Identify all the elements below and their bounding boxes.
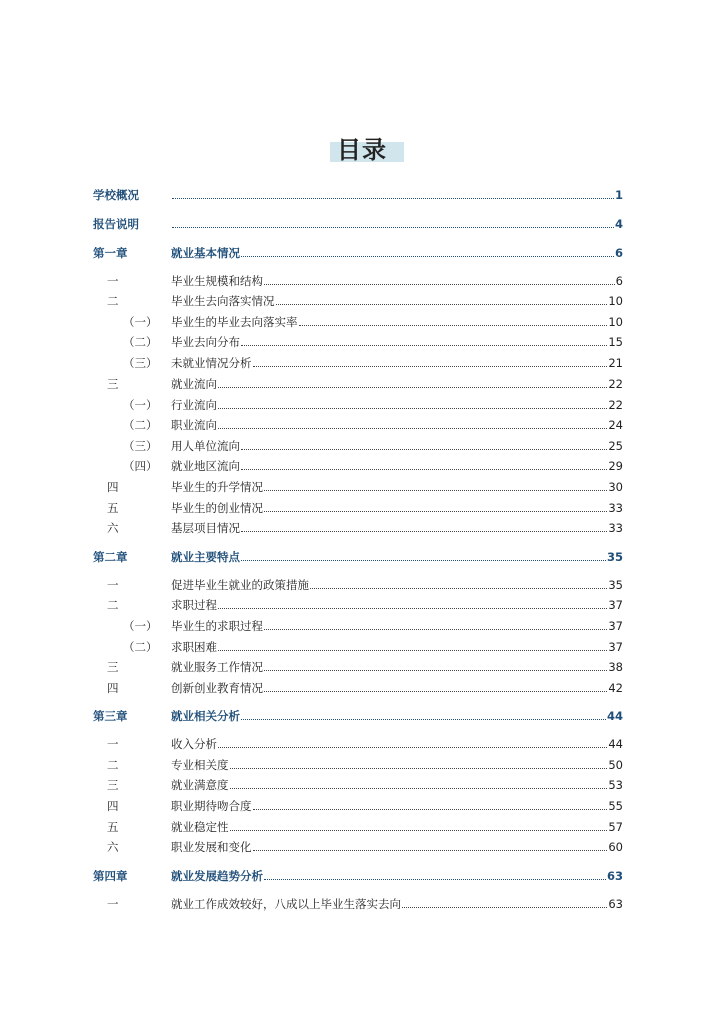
toc-entry-number: 三 bbox=[107, 778, 119, 792]
toc-entry[interactable] bbox=[93, 574, 623, 592]
toc-entry-page: 37 bbox=[608, 640, 623, 654]
toc-entry-number: 报告说明 bbox=[93, 217, 139, 231]
toc-entry-page: 44 bbox=[608, 737, 623, 751]
toc-entry[interactable] bbox=[93, 636, 623, 654]
toc-entry-number: 六 bbox=[107, 840, 119, 854]
toc-entry-page: 4 bbox=[614, 217, 623, 231]
toc-entry-page: 50 bbox=[608, 758, 623, 772]
dot-leader bbox=[241, 719, 606, 720]
toc-entry-label: 毕业生去向落实情况 bbox=[171, 294, 275, 308]
toc-entry-label: 创新创业教育情况 bbox=[171, 681, 263, 695]
toc-entry-page: 37 bbox=[608, 619, 623, 633]
dot-leader bbox=[310, 588, 607, 589]
toc-entry-label: 就业工作成效较好，八成以上毕业生落实去向 bbox=[171, 897, 401, 911]
dot-leader bbox=[241, 345, 607, 346]
toc-entry-label: 就业流向 bbox=[171, 377, 217, 391]
dot-leader bbox=[218, 428, 607, 429]
toc-entry-number: （四） bbox=[123, 459, 158, 473]
toc-entry[interactable] bbox=[93, 184, 623, 202]
dot-leader bbox=[253, 366, 608, 367]
toc-entry-page: 15 bbox=[608, 335, 623, 349]
toc-entry-label: 就业稳定性 bbox=[171, 820, 229, 834]
toc-entry[interactable] bbox=[93, 677, 623, 695]
toc-entry-page: 10 bbox=[608, 315, 623, 329]
toc-entry-number: 一 bbox=[107, 897, 119, 911]
toc-entry[interactable] bbox=[93, 476, 623, 494]
toc-entry[interactable] bbox=[93, 517, 623, 535]
toc-entry-label: 毕业生的求职过程 bbox=[171, 619, 263, 633]
toc-entry[interactable] bbox=[93, 270, 623, 288]
toc-entry-page: 63 bbox=[606, 869, 623, 883]
toc-entry-page: 44 bbox=[606, 709, 623, 723]
toc-entry[interactable] bbox=[93, 373, 623, 391]
dot-leader bbox=[218, 608, 607, 609]
toc-entry-number: 学校概况 bbox=[93, 188, 139, 202]
toc-entry[interactable] bbox=[93, 290, 623, 308]
toc-title-block bbox=[0, 128, 724, 168]
toc-entry-label: 求职过程 bbox=[171, 598, 217, 612]
dot-leader bbox=[264, 670, 607, 671]
toc-entry[interactable] bbox=[93, 311, 623, 329]
toc-entry-label: 求职困难 bbox=[171, 640, 217, 654]
toc-entry[interactable] bbox=[93, 594, 623, 612]
toc-entry-number: 第二章 bbox=[93, 550, 128, 564]
toc-entry-number: 第一章 bbox=[93, 246, 128, 260]
toc-entry-page: 38 bbox=[608, 660, 623, 674]
toc-entry-label: 就业主要特点 bbox=[171, 550, 240, 564]
dot-leader bbox=[241, 256, 614, 257]
toc-entry-page: 22 bbox=[608, 398, 623, 412]
dot-leader bbox=[264, 511, 607, 512]
toc-entry-page: 33 bbox=[608, 521, 623, 535]
toc-entry-label: 行业流向 bbox=[171, 398, 217, 412]
toc-entry-number: 五 bbox=[107, 820, 119, 834]
toc-entry-number: 四 bbox=[107, 799, 119, 813]
toc-entry-page: 55 bbox=[608, 799, 623, 813]
dot-leader bbox=[241, 449, 607, 450]
dot-leader bbox=[230, 830, 608, 831]
dot-leader bbox=[218, 408, 607, 409]
toc-entry[interactable] bbox=[93, 352, 623, 370]
toc-entry[interactable] bbox=[93, 754, 623, 772]
toc-entry[interactable] bbox=[93, 435, 623, 453]
toc-entry-page: 53 bbox=[608, 778, 623, 792]
toc-entry-page: 22 bbox=[608, 377, 623, 391]
toc-entry[interactable] bbox=[93, 331, 623, 349]
toc-entry-number: 第三章 bbox=[93, 709, 128, 723]
toc-entry-page: 10 bbox=[608, 294, 623, 308]
dot-leader bbox=[218, 747, 607, 748]
toc-entry[interactable] bbox=[93, 615, 623, 633]
toc-entry-number: （一） bbox=[123, 398, 158, 412]
toc-entry-label: 毕业生的创业情况 bbox=[171, 501, 263, 515]
toc-entry-number: 一 bbox=[107, 578, 119, 592]
toc-entry[interactable] bbox=[93, 774, 623, 792]
toc-entry-label: 就业发展趋势分析 bbox=[171, 869, 263, 883]
toc-entry[interactable] bbox=[93, 242, 623, 260]
toc-entry-number: 三 bbox=[107, 377, 119, 391]
dot-leader bbox=[172, 198, 614, 199]
toc-entry-page: 1 bbox=[614, 188, 623, 202]
toc-entry-number: （一） bbox=[123, 619, 158, 633]
toc-entry-page: 30 bbox=[608, 480, 623, 494]
toc-entry-page: 63 bbox=[608, 897, 623, 911]
toc-entry-number: 四 bbox=[107, 480, 119, 494]
toc-entry-number: 五 bbox=[107, 501, 119, 515]
toc-entry-label: 职业流向 bbox=[171, 418, 217, 432]
toc-entry-number: （一） bbox=[123, 315, 158, 329]
toc-entry-number: （二） bbox=[123, 335, 158, 349]
toc-entry-label: 就业相关分析 bbox=[171, 709, 240, 723]
toc-entry[interactable] bbox=[93, 497, 623, 515]
dot-leader bbox=[241, 560, 606, 561]
dot-leader bbox=[230, 788, 608, 789]
dot-leader bbox=[253, 850, 608, 851]
toc-entry-label: 就业基本情况 bbox=[171, 246, 240, 260]
toc-entry-label: 基层项目情况 bbox=[171, 521, 240, 535]
dot-leader bbox=[241, 531, 607, 532]
toc-entry[interactable] bbox=[93, 836, 623, 854]
toc-entry-number: 一 bbox=[107, 274, 119, 288]
toc-entry-number: 二 bbox=[107, 598, 119, 612]
toc-entry-number: （二） bbox=[123, 418, 158, 432]
toc-entry-number: （二） bbox=[123, 640, 158, 654]
dot-leader bbox=[276, 304, 608, 305]
toc-entry-page: 60 bbox=[608, 840, 623, 854]
toc-entry[interactable] bbox=[93, 546, 623, 564]
toc-entry[interactable] bbox=[93, 455, 623, 473]
toc-entry-page: 21 bbox=[608, 356, 623, 370]
toc-entry-page: 6 bbox=[615, 274, 623, 288]
toc-entry-page: 57 bbox=[608, 820, 623, 834]
dot-leader bbox=[299, 325, 608, 326]
toc-entry-label: 职业期待吻合度 bbox=[171, 799, 252, 813]
toc-entry-label: 毕业生的毕业去向落实率 bbox=[171, 315, 298, 329]
toc-entry-label: 促进毕业生就业的政策措施 bbox=[171, 578, 309, 592]
toc-entry-page: 29 bbox=[608, 459, 623, 473]
toc-entry-label: 收入分析 bbox=[171, 737, 217, 751]
toc-entry-page: 25 bbox=[608, 439, 623, 453]
toc-entry[interactable] bbox=[93, 733, 623, 751]
toc-entry-label: 职业发展和变化 bbox=[171, 840, 252, 854]
toc-entry-number: 第四章 bbox=[93, 869, 128, 883]
toc-entry-label: 就业地区流向 bbox=[171, 459, 240, 473]
toc-entry[interactable] bbox=[93, 656, 623, 674]
page-title: 目录 bbox=[337, 136, 387, 164]
toc-entry[interactable] bbox=[93, 816, 623, 834]
dot-leader bbox=[172, 227, 614, 228]
dot-leader bbox=[264, 284, 615, 285]
dot-leader bbox=[253, 809, 608, 810]
toc-entry-number: （三） bbox=[123, 439, 158, 453]
toc-entry[interactable] bbox=[93, 795, 623, 813]
toc-entry-number: 六 bbox=[107, 521, 119, 535]
toc-entry-page: 42 bbox=[608, 681, 623, 695]
toc-entry-label: 未就业情况分析 bbox=[171, 356, 252, 370]
toc-entry-label: 就业满意度 bbox=[171, 778, 229, 792]
toc-entry[interactable] bbox=[93, 213, 623, 231]
dot-leader bbox=[230, 768, 608, 769]
toc-entry[interactable] bbox=[93, 394, 623, 412]
toc-entry-number: 二 bbox=[107, 294, 119, 308]
dot-leader bbox=[264, 691, 607, 692]
dot-leader bbox=[241, 469, 607, 470]
toc-entry-label: 毕业生规模和结构 bbox=[171, 274, 263, 288]
dot-leader bbox=[264, 490, 607, 491]
toc-entry[interactable] bbox=[93, 865, 623, 883]
toc-entry-page: 6 bbox=[614, 246, 623, 260]
toc-entry-label: 毕业生的升学情况 bbox=[171, 480, 263, 494]
toc-entry-page: 24 bbox=[608, 418, 623, 432]
toc-entry-label: 毕业去向分布 bbox=[171, 335, 240, 349]
toc-entry-number: 四 bbox=[107, 681, 119, 695]
dot-leader bbox=[264, 629, 607, 630]
toc-entry-page: 33 bbox=[608, 501, 623, 515]
toc-entry-number: （三） bbox=[123, 356, 158, 370]
toc-entry-page: 37 bbox=[608, 598, 623, 612]
toc-entry-label: 就业服务工作情况 bbox=[171, 660, 263, 674]
dot-leader bbox=[402, 907, 607, 908]
dot-leader bbox=[218, 387, 607, 388]
toc-entry[interactable] bbox=[93, 893, 623, 911]
toc-entry[interactable] bbox=[93, 414, 623, 432]
toc-entry-number: 三 bbox=[107, 660, 119, 674]
dot-leader bbox=[264, 879, 606, 880]
dot-leader bbox=[218, 650, 607, 651]
toc-entry-label: 用人单位流向 bbox=[171, 439, 240, 453]
toc-entry-number: 二 bbox=[107, 758, 119, 772]
toc-entry-page: 35 bbox=[608, 578, 623, 592]
toc-entry[interactable] bbox=[93, 705, 623, 723]
toc-entry-number: 一 bbox=[107, 737, 119, 751]
toc-entry-label: 专业相关度 bbox=[171, 758, 229, 772]
toc-entry-page: 35 bbox=[606, 550, 623, 564]
